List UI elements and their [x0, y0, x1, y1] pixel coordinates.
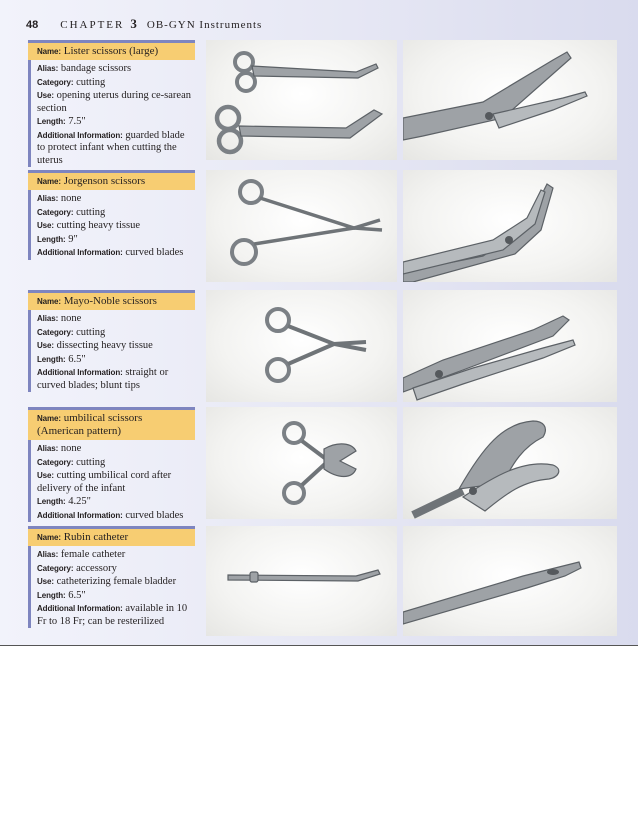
instrument-info [28, 407, 195, 522]
use-field: Use: cutting umbilical cord after delivery of the infant [37, 470, 172, 494]
chapter-word: CHAPTER [60, 19, 125, 31]
additional-info-field: Additional Information: guarded blade to protect infant when cutting the uterus [37, 129, 185, 166]
instrument-closeup-photo [403, 40, 617, 160]
instrument-name: umbilical scissors (American pattern) [37, 412, 143, 437]
alias-field: Alias: female catheter [37, 549, 126, 560]
use-field: Use: catheterizing female bladder [37, 576, 177, 587]
use-field: Use: dissecting heavy tissue [37, 340, 153, 351]
instrument-photo [206, 40, 397, 160]
instrument-photo [206, 526, 397, 636]
category-field: Category: cutting [37, 326, 106, 338]
alias-field: Alias: none [37, 313, 82, 324]
instrument-entry-lister [28, 40, 635, 165]
instrument-name-bar: Name: umbilical scissors (American pattern) [28, 407, 195, 440]
chapter-title: OB-GYN Instruments [146, 19, 263, 31]
use-field: Use: opening uterus during ce-sarean section [37, 90, 191, 114]
length-field: Length: 4.25" [37, 496, 91, 507]
instrument-name-bar: Name: Mayo-Noble scissors [28, 290, 195, 310]
instrument-info [28, 40, 195, 167]
instrument-name-bar: Name: Lister scissors (large) [28, 40, 195, 60]
instrument-name: Lister scissors (large) [63, 45, 159, 57]
instrument-info [28, 170, 195, 260]
instrument-closeup-photo [403, 290, 617, 402]
instrument-info [28, 526, 195, 628]
instrument-name: Mayo-Noble scissors [63, 295, 157, 307]
alias-field: Alias: none [37, 193, 82, 204]
page-header [26, 16, 262, 36]
instrument-photo [206, 407, 397, 519]
category-field: Category: cutting [37, 206, 106, 218]
instrument-entry-umbilical [28, 407, 635, 519]
instrument-name: Jorgenson scissors [63, 175, 146, 187]
additional-info-field: Additional Information: available in 10 Fr to 18 Fr; can be resterilized [37, 603, 188, 627]
instrument-name-bar: Name: Jorgenson scissors [28, 170, 195, 190]
instrument-photo [206, 290, 397, 402]
alias-field: Alias: none [37, 443, 82, 454]
page-number: 48 [26, 19, 39, 31]
additional-info-field: Additional Information: curved blades [37, 509, 184, 521]
instrument-info [28, 290, 195, 392]
category-field: Category: accessory [37, 562, 117, 574]
instrument-closeup-photo [403, 170, 617, 282]
instrument-entry-jorgenson [28, 170, 635, 282]
instrument-entry-mayo-noble [28, 290, 635, 402]
instrument-closeup-photo [403, 526, 617, 636]
category-field: Category: cutting [37, 76, 106, 88]
category-field: Category: cutting [37, 456, 106, 468]
instrument-closeup-photo [403, 407, 617, 519]
chapter-number: 3 [130, 16, 137, 31]
additional-info-field: Additional Information: straight or curved blades; blunt tips [37, 367, 169, 391]
length-field: Length: 6.5" [37, 589, 86, 601]
length-field: Length: 7.5" [37, 116, 86, 127]
length-field: Length: 9" [37, 233, 78, 245]
instrument-name: Rubin catheter [63, 531, 129, 543]
additional-info-field: Additional Information: curved blades [37, 247, 184, 258]
length-field: Length: 6.5" [37, 353, 86, 365]
instrument-entry-rubin [28, 526, 635, 638]
use-field: Use: cutting heavy tissue [37, 220, 140, 231]
instrument-photo [206, 170, 397, 282]
instrument-name-bar: Name: Rubin catheter [28, 526, 195, 546]
page-bottom-rule [0, 645, 638, 646]
alias-field: Alias: bandage scissors [37, 63, 132, 74]
